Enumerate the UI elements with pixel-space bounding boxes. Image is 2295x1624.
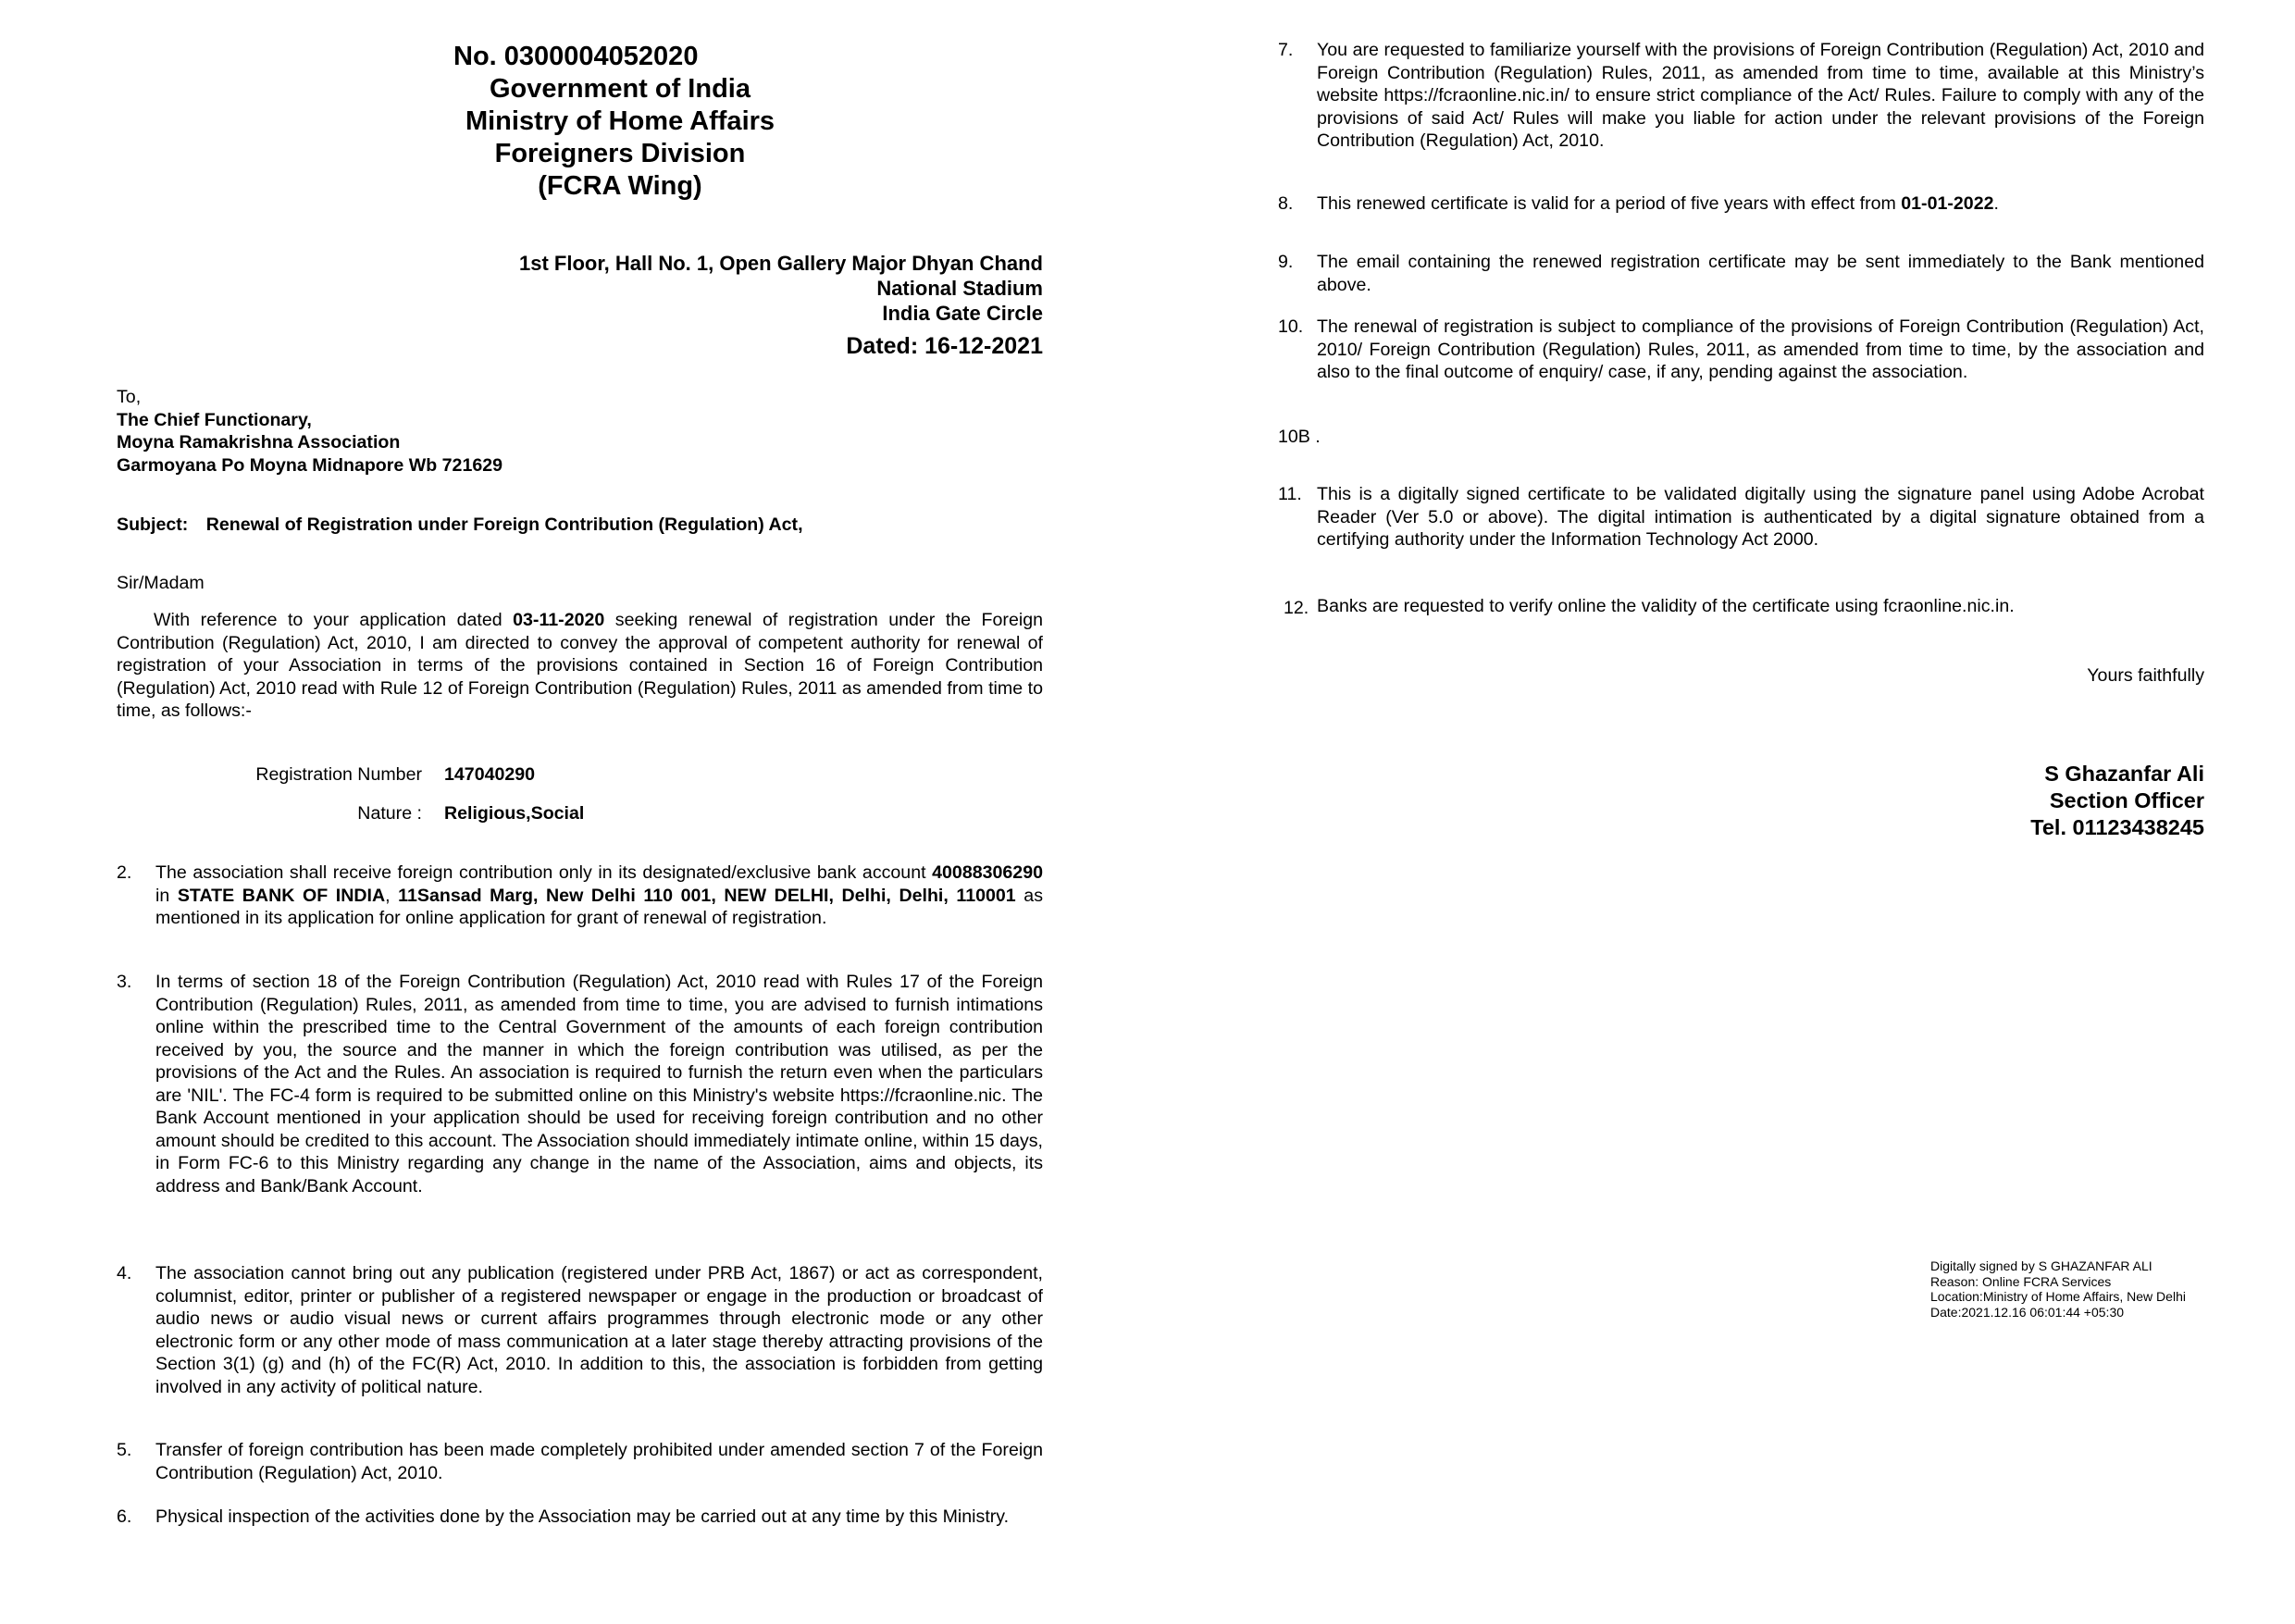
point-9-number: 9. [1278,252,1294,272]
point-6-number: 6. [117,1506,132,1527]
point-5-number: 5. [117,1440,132,1460]
subject-line [117,514,1042,537]
header-government: Government of India [490,74,751,104]
point-2-text-b: in [155,885,178,906]
address-line-1: 1st Floor, Hall No. 1, Open Gallery Major Dhyan Chand [518,252,1043,275]
point-8-text-main: This renewed certificate is valid for a period of five years with effect from [1317,193,1902,214]
office-address [389,251,1043,359]
closing-yours-faithfully: Yours faithfully [2087,665,2204,686]
address-line-3: India Gate Circle [882,302,1043,325]
intro-paragraph [117,609,1043,723]
point-5-text: Transfer of foreign contribution has been made completely prohibited under amended section 7 of the Foreign Contribution (Regulation) Act, 2010. [155,1440,1043,1483]
application-date: 03-11-2020 [513,610,605,630]
digital-signature-block [1930,1258,2227,1320]
nature-label: Nature : [357,803,422,824]
signature-signer: Digitally signed by S GHAZANFAR ALI [1930,1258,2152,1273]
point-8-text-end: . [1993,193,1999,214]
intro-text-2: seeking renewal of registration under the Foreign Contribution (Regulation) Act, 2010, I am directed to convey the approval of competent authority for renewal of registration of your Association in terms of the provisions contained in Section 16 of Foreign Contribution (Regulation) Act, 2010 read with Rule 12 of Foreign Contribution (Regulation) Rules, 2011 as amended from time to time, as follows:- [117,610,1043,721]
header-wing: (FCRA Wing) [538,171,702,201]
registration-number-label: Registration Number [255,764,422,785]
recipient-to: To, [117,387,142,407]
bank-branch: 11Sansad Marg, New Delhi 110 001, NEW DELHI, Delhi, Delhi, 110001 [398,885,1016,906]
point-10b: 10B . [1278,427,1321,447]
header-ministry: Ministry of Home Affairs [465,106,775,136]
point-2-number: 2. [117,862,132,883]
bank-name: STATE BANK OF INDIA [177,885,386,906]
point-2-text [155,862,1043,930]
signatory-block [1758,761,2204,841]
point-2-text-a: The association shall receive foreign contribution only in its designated/exclusive bank account [155,862,933,883]
point-10-text: The renewal of registration is subject to compliance of the provisions of Foreign Contribution (Regulation) Act, 2010/ Foreign Contribution (Regulation) Rules, 2011, as amended from time to time, by the association and also to the final outcome of enquiry/ case, if any, pending against the association. [1317,316,2204,382]
point-10-number: 10. [1278,316,1304,337]
point-11-number: 11. [1278,484,1302,504]
point-4-number: 4. [117,1263,132,1283]
letter-header [389,41,851,203]
validity-start-date: 01-01-2022 [1901,193,1994,214]
signature-reason: Reason: Online FCRA Services [1930,1273,2112,1289]
point-9-text: The email containing the renewed registration certificate may be sent immediately to the Bank mentioned above. [1317,252,2204,295]
salutation: Sir/Madam [117,573,205,593]
signature-location: Location:Ministry of Home Affairs, New Delhi [1930,1289,2186,1304]
recipient-title: The Chief Functionary, [117,409,312,430]
signatory-title: Section Officer [2049,788,2204,812]
intro-text-1: With reference to your application dated [154,610,514,630]
point-11-text: This is a digitally signed certificate to be validated digitally using the signature panel using Adobe Acrobat Reader (Ver 5.0 or above). The digital intimation is authenticated by a digital signature obtained from a certifying authority under the Information Technology Act 2000. [1317,484,2204,550]
point-7-text: You are requested to familiarize yourself with the provisions of Foreign Contribution (Regulation) Act, 2010 and Foreign Contribution (Regulation) Rules, 2011, as amended from time to time, available at this Ministry’s website https://fcraonline.nic.in/ to ensure strict compliance of the Act/ Rules. Failure to comply with any of the provisions of said Act/ Rules will make you liable for action under the relevant provisions of the Foreign Contribution (Regulation) Act, 2010. [1317,40,2204,151]
point-3-number: 3. [117,972,132,992]
point-4-text: The association cannot bring out any publication (registered under PRB Act, 1867) or act as correspondent, columnist, editor, printer or publisher of a registered newspaper or engage in the production or broadcast of audio news or audio visual news or current affairs programmes through electronic mode or any other electronic form or any other mode of mass communication at a later stage thereby attracting provisions of the Section 3(1) (g) and (h) of the FC(R) Act, 2010. In addition to this, the association is forbidden from getting involved in any activity of political nature. [155,1263,1043,1397]
point-6-text: Physical inspection of the activities done by the Association may be carried out at any time by this Ministry. [155,1506,1010,1527]
point-2-text-c: , [385,885,399,906]
letter-number: No. 0300004052020 [453,42,699,71]
signatory-phone: Tel. 01123438245 [2030,815,2204,839]
nature-value: Religious,Social [444,803,585,824]
bank-account-number: 40088306290 [932,862,1043,883]
registration-number-value: 147040290 [444,764,536,785]
subject-label: Subject: [117,514,189,535]
recipient-organization: Moyna Ramakrishna Association [117,432,401,452]
signatory-name: S Ghazanfar Ali [2044,762,2204,786]
point-7-number: 7. [1278,40,1294,60]
point-2-text-d: as mentioned in its application for online application for grant of renewal of registration. [155,885,1043,928]
point-8-number: 8. [1278,193,1294,214]
header-division: Foreigners Division [494,139,746,168]
point-8-text [1317,192,2204,216]
signature-date: Date:2021.12.16 06:01:44 +05:30 [1930,1304,2125,1320]
point-12-text: Banks are requested to verify online the validity of the certificate using fcraonline.nic.in. [1317,596,2015,616]
point-3-text: In terms of section 18 of the Foreign Contribution (Regulation) Act, 2010 read with Rules 17 of the Foreign Contribution (Regulation) Rules, 2011, as amended from time to time, you are advised to furnish intimations online within the prescribed time to the Central Government of the amounts of each foreign contribution received by you, the source and the manner in which the foreign contribution was utilised, as per the provisions of the Act and the Rules. An association is required to furnish the return even when the particulars are 'NIL'. The FC-4 form is required to be submitted online on this Ministry's website https://fcraonline.nic. The Bank Account mentioned in your application should be used for receiving foreign contribution and no other amount should be credited to this account. The Association should immediately intimate online, within 15 days, in Form FC-6 to this Ministry regarding any change in the name of the Association, aims and objects, its address and Bank/Bank Account. [155,972,1043,1196]
letter-date: Dated: 16-12-2021 [846,333,1043,359]
point-12-number: 12. [1284,598,1309,618]
recipient-block [117,386,857,477]
subject-text: Renewal of Registration under Foreign Contribution (Regulation) Act, [205,514,803,535]
recipient-address: Garmoyana Po Moyna Midnapore Wb 721629 [117,454,503,476]
address-line-2: National Stadium [876,277,1043,300]
